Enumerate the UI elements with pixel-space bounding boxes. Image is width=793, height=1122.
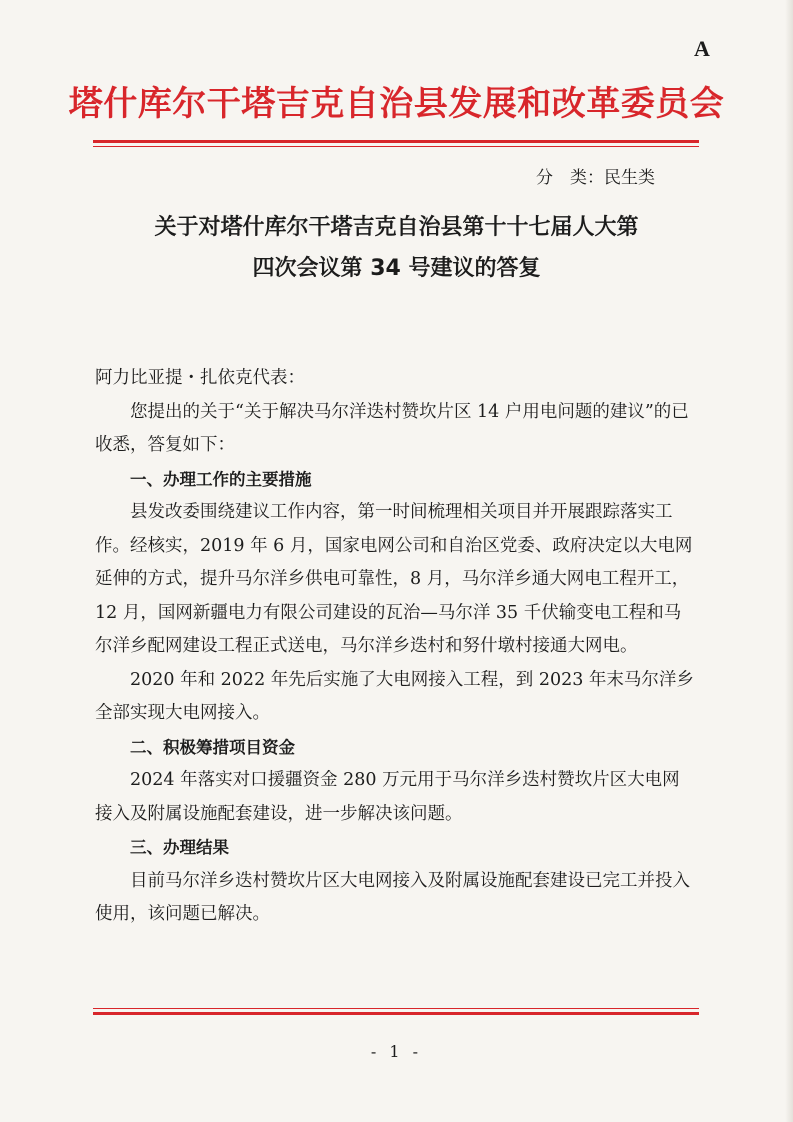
document-title (60, 207, 733, 289)
category-label: 分 类：民生类 (536, 168, 655, 188)
document-title-line-1: 关于对塔什库尔干塔吉克自治县第十十七届人大第 (154, 215, 639, 240)
scan-edge-shadow (785, 0, 793, 1122)
corner-mark: A (694, 36, 710, 61)
paragraph-2: 2020 年和 2022 年先后实施了大电网接入工程，到 2023 年末马尔洋乡全部实现大电网接入。 (95, 669, 694, 723)
footer-rule-thick (93, 1012, 699, 1015)
paragraph-3: 2024 年落实对口援疆资金 280 万元用于马尔洋乡迭村赞坎片区大电网接入及附属设施配套建设，进一步解决该问题。 (95, 770, 680, 824)
page-number: - 1 - (370, 1042, 423, 1061)
intro-paragraph: 您提出的关于“关于解决马尔洋迭村赞坎片区 14 户用电问题的建议”的已收悉，答复如下： (95, 401, 689, 455)
header-rule-thick (93, 140, 699, 143)
document-title-line-2: 四次会议第 34 号建议的答复 (252, 256, 541, 281)
section-heading-3: 三、办理结果 (130, 838, 229, 857)
footer-rule-thin (93, 1008, 699, 1009)
salutation: 阿力比亚提・扎依克代表： (95, 368, 305, 388)
header-rule-thin (93, 146, 699, 147)
section-heading-1: 一、办理工作的主要措施 (130, 469, 312, 489)
organization-header: 塔什库尔干塔吉克自治县发展和改革委员会 (68, 84, 725, 124)
paragraph-4: 目前马尔洋乡迭村赞坎片区大电网接入及附属设施配套建设已完工并投入使用，该问题已解决。 (95, 870, 690, 924)
document-body (95, 362, 695, 932)
paragraph-1: 县发改委围绕建议工作内容，第一时间梳理相关项目并开展跟踪落实工作。经核实，2019 年 6 月，国家电网公司和自治区党委、政府决定以大电网延伸的方式，提升马尔洋乡供电可靠性，8 月，马尔洋乡通大网电工程开工，12 月，国网新疆电力有限公司建设的瓦治—马尔洋 35 千伏输变电工程和马尔洋乡配网建设工程正式送电，马尔洋乡迭村和努什墩村接通大网电。 (95, 502, 693, 656)
section-heading-2: 二、积极筹措项目资金 (130, 737, 295, 757)
